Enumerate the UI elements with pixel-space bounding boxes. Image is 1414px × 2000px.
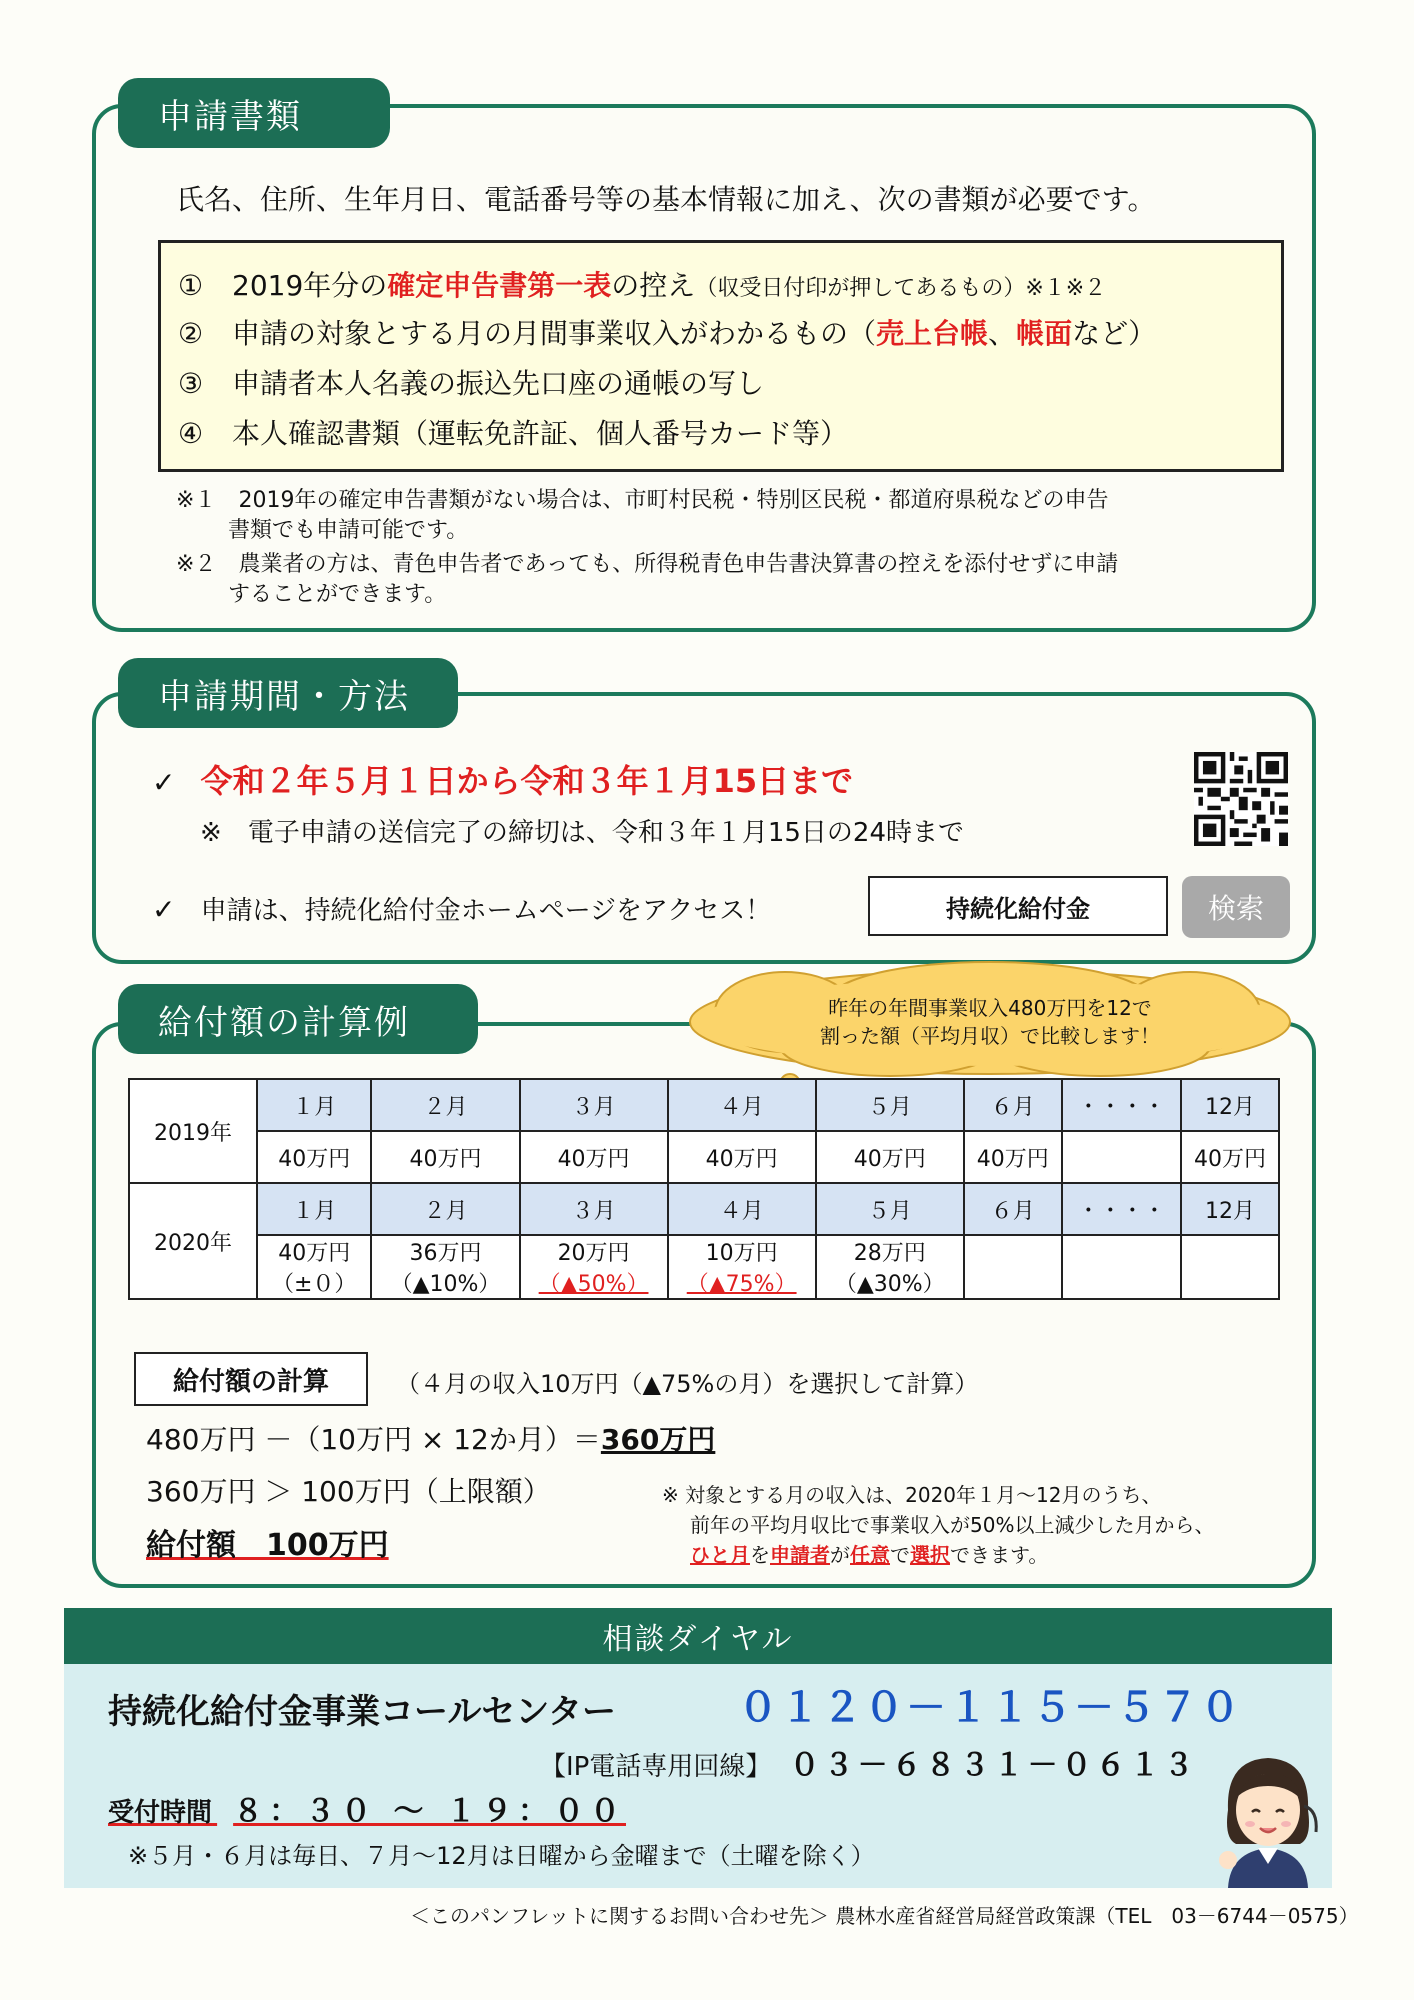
value-cell: 28万円 （▲30%）	[816, 1235, 964, 1299]
value-cell	[1062, 1235, 1181, 1299]
value-cell: 40万円	[1181, 1131, 1279, 1183]
formula-line-2: 360万円 ＞ 100万円（上限額）	[146, 1475, 551, 1508]
item-number: ④	[178, 417, 204, 450]
value-cell: 40万円	[371, 1131, 519, 1183]
month-header: ３月	[520, 1183, 668, 1235]
footer-contact: ＜このパンフレットに関するお問い合わせ先＞ 農林水産省経営局経営政策課（TEL 03－6744－0575）	[410, 1904, 1359, 1928]
month-header: ５月	[816, 1183, 964, 1235]
item-number: ①	[178, 269, 204, 302]
documents-note-1: ※１ 2019年の確定申告書類がない場合は、市町村民税・特別区民税・都道府県税などの申告 書類でも申請可能です。	[176, 488, 1109, 543]
value-cell: 40万円	[257, 1131, 371, 1183]
formula-label: 給付額の計算	[134, 1352, 368, 1406]
benefit-result: 給付額 100万円	[146, 1528, 389, 1563]
check-icon: ✓	[152, 893, 176, 926]
document-item-2: ② 申請の対象とする月の月間事業収入がわかるもの（売上台帳、帳面など）	[178, 317, 1157, 350]
value-cell	[1062, 1131, 1181, 1183]
value-cell	[964, 1235, 1062, 1299]
month-header: ６月	[964, 1183, 1062, 1235]
deadline-line	[152, 756, 853, 802]
documents-note-2: ※２ 農業者の方は、青色申告者であっても、所得税青色申告書決算書の控えを添付せずに申請 することができます。	[176, 552, 1119, 607]
search-input[interactable]: 持続化給付金	[868, 876, 1168, 936]
access-line: ✓ 申請は、持続化給付金ホームページをアクセス！	[152, 893, 772, 926]
days-note: ※５月・６月は毎日、７月～12月は日曜から金曜まで（土曜を除く）	[128, 1842, 875, 1870]
item-number: ③	[178, 367, 204, 400]
value-cell: 40万円	[964, 1131, 1062, 1183]
month-header: ４月	[668, 1079, 816, 1131]
month-header: ５月	[816, 1079, 964, 1131]
income-table	[128, 1078, 1280, 1300]
item-number: ②	[178, 317, 204, 350]
month-header: ・・・・	[1062, 1183, 1181, 1235]
value-cell: 36万円 （▲10%）	[371, 1235, 519, 1299]
value-cell: 40万円	[668, 1131, 816, 1183]
month-header: ３月	[520, 1079, 668, 1131]
qr-code-icon	[1194, 752, 1288, 846]
month-header: 12月	[1181, 1183, 1279, 1235]
value-cell	[1181, 1235, 1279, 1299]
calc-side-note: ※ 対象とする月の収入は、2020年１月～12月のうち、 前年の平均月収比で事業収入が50%以上減少した月から、 ひと月を申請者が任意で選択できます。	[662, 1483, 1215, 1567]
documents-tab: 申請書類	[118, 78, 390, 148]
operator-avatar-icon	[1208, 1740, 1328, 1888]
value-cell: 40万円 （±０）	[257, 1235, 371, 1299]
bubble-text: 昨年の年間事業収入480万円を12で 割った額（平均月収）で比較します！	[820, 996, 1160, 1048]
call-center-phone: ０１２０－１１５－５７０	[738, 1685, 1242, 1731]
document-item-4: ④ 本人確認書類（運転免許証、個人番号カード等）	[178, 417, 849, 450]
formula-line-1: 480万円 －（10万円 × 12か月）＝360万円	[146, 1423, 716, 1456]
calc-tab: 給付額の計算例	[118, 984, 478, 1054]
period-tab: 申請期間・方法	[118, 658, 458, 728]
ip-phone-line: 【IP電話専用回線】 ０３－６８３１－０６１３	[540, 1748, 1198, 1783]
check-icon: ✓	[152, 766, 176, 799]
month-header: 12月	[1181, 1079, 1279, 1131]
contact-header: 相談ダイヤル	[64, 1608, 1332, 1664]
search-button[interactable]: 検索	[1182, 876, 1290, 938]
value-cell: 20万円 （▲50%）	[520, 1235, 668, 1299]
month-header: ４月	[668, 1183, 816, 1235]
month-header: １月	[257, 1183, 371, 1235]
document-item-3: ③ 申請者本人名義の振込先口座の通帳の写し	[178, 367, 765, 400]
year-cell-2019: 2019年	[129, 1079, 257, 1183]
value-cell: 10万円 （▲75%）	[668, 1235, 816, 1299]
formula-description: （４月の収入10万円（▲75%の月）を選択して計算）	[396, 1370, 979, 1398]
month-header: ２月	[371, 1183, 519, 1235]
month-header: ・・・・	[1062, 1079, 1181, 1131]
documents-intro: 氏名、住所、生年月日、電話番号等の基本情報に加え、次の書類が必要です。	[176, 183, 1156, 216]
value-cell: 40万円	[520, 1131, 668, 1183]
document-item-1: ① 2019年分の確定申告書第一表の控え（収受日付印が押してあるもの）※１※２	[178, 269, 1107, 302]
deadline-text: 令和２年５月１日から令和３年１月15日まで	[200, 762, 854, 800]
month-header: １月	[257, 1079, 371, 1131]
hours-line: 受付時間 ８：３０ ～ １９：００	[108, 1794, 626, 1829]
month-header: ６月	[964, 1079, 1062, 1131]
deadline-note: ※ 電子申請の送信完了の締切は、令和３年１月15日の24時まで	[200, 818, 964, 848]
call-center-name: 持続化給付金事業コールセンター	[108, 1692, 616, 1732]
value-cell: 40万円	[816, 1131, 964, 1183]
year-cell-2020: 2020年	[129, 1183, 257, 1299]
month-header: ２月	[371, 1079, 519, 1131]
